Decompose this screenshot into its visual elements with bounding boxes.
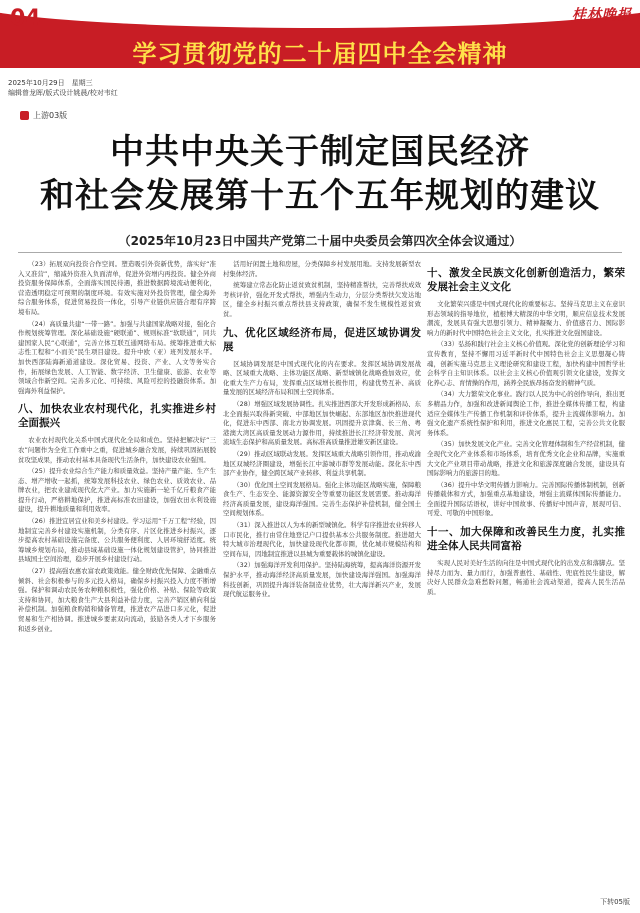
paragraph: 统筹建立常态化防止返贫致贫机制，坚持精准帮扶，完善帮扶成效考核评价，强化开发式帮扶，增强内生动力，分层分类帮扶欠发达地区，健全乡村振兴重点帮扶县支持政策，确保不发生规模性返贫致贫。 bbox=[223, 281, 421, 318]
banner-title: 学习贯彻党的二十届四中全会精神 bbox=[132, 40, 508, 68]
page-number: 04 bbox=[10, 6, 41, 31]
page-header bbox=[0, 0, 640, 70]
editors-line: 编辑曾龙晖/版式设计姚晨/校对韦红 bbox=[8, 89, 118, 97]
audio-source-button[interactable] bbox=[20, 110, 67, 121]
paragraph: （28）增强区域发展协调性。扎实推进西部大开发形成新格局、东北全面振兴取得新突破、中部地区加快崛起、东部地区加快推进现代化，促进东中西部、南北方协调发展。巩固提升京津冀、长三角、粤港澳大湾区高质量发展动力源作用，持续推进长江经济带发展、黄河流域生态保护和高质量发展。高标准高质量推进雄安新区建设。 bbox=[223, 399, 421, 447]
paragraph: （32）加强海洋开发利用保护。坚持陆海统筹，提高海洋资源开发保护水平，推动海洋经济高质量发展，加快建设海洋强国。加强海洋科技创新，巩固提升海洋装备制造业优势，壮大海洋新兴产业，发展现代航运服务业。 bbox=[223, 561, 421, 599]
section-heading-10: 十、激发全民族文化创新创造活力，繁荣发展社会主义文化 bbox=[427, 267, 625, 293]
paragraph: （26）推进宜居宜业和美乡村建设。学习运用“千万工程”经验，因地制宜完善乡村建设实施机制，分类有序、片区化推进乡村振兴，逐步提高农村基础设施完备度、公共服务便利度、人居环境舒适度。统筹城乡规划布局，推动县域基础设施一体化规划建设管护，协同推进县域国土空间治理，稳步开展乡村建设行动。 bbox=[18, 517, 216, 564]
text-column-1 bbox=[18, 260, 216, 888]
newspaper-logo: 桂林晚报 bbox=[572, 7, 632, 23]
text-column-2 bbox=[223, 260, 421, 888]
paragraph: （34）大力繁荣文化事业。践行以人民为中心的创作导向，推出更多精品力作，加强和改进新闻舆论工作，推进全媒体传播工程，构建适应全媒体生产传播工作机制和评价体系，提升主流媒体影响力。加强文化遗产系统性保护和利用，推进文化惠民工程，完善公共文化服务体系。 bbox=[427, 390, 625, 437]
issue-meta bbox=[8, 78, 118, 98]
speaker-icon bbox=[20, 111, 29, 120]
divider bbox=[18, 252, 622, 253]
paragraph: 文化繁荣兴盛是中国式现代化的重要标志。坚持马克思主义在意识形态领域的指导地位，植根博大精深的中华文明，顺应信息技术发展潮流，发展具有强大思想引领力、精神凝聚力、价值感召力、国际影响力的新时代中国特色社会主义文化，扎实推进文化强国建设。 bbox=[427, 300, 625, 337]
text-column-3 bbox=[427, 260, 625, 888]
paragraph: （30）优化国土空间发展格局。强化主体功能区战略实施，保障粮食生产、生态安全、能源资源安全等重要功能区发展需要。推动海洋经济高质量发展，建设海洋强国。完善生态保护补偿机制，健全国土空间规划体系。 bbox=[223, 480, 421, 518]
paragraph: 区域协调发展是中国式现代化的内在要求。发挥区域协调发展战略、区域重大战略、主体功能区战略、新型城镇化战略叠加效应，优化重大生产力布局，发挥重点区域增长极作用，构建优势互补、高质量发展的区域经济布局和国土空间体系。 bbox=[223, 359, 421, 397]
paragraph: （25）提升农业综合生产能力和质量效益。坚持产量产能、生产生态、增产增收一起抓，统筹发展科技农业、绿色农业、质效农业、品牌农业，把农业建成现代化大产业。加力实施新一轮千亿斤粮食产能提升行动，严格耕地保护，推进高标准农田建设，加强农田水利设施建设，提升耕地质量和利用效率。 bbox=[18, 467, 216, 514]
paragraph: （33）弘扬和践行社会主义核心价值观。深化党的创新理论学习和宣传教育，坚持不懈用习近平新时代中国特色社会主义思想凝心铸魂，创新实施马克思主义理论研究和建设工程，加快构建中国哲学社会科学自主知识体系。以社会主义核心价值观引领文化建设，发挥文化养心志、育情操的作用，涵养全民族昂扬奋发的精神气质。 bbox=[427, 340, 625, 387]
date-line: 2025年10月29日 星期三 bbox=[8, 79, 93, 87]
article-subtitle: （2025年10月23日中国共产党第二十届中央委员会第四次全体会议通过） bbox=[118, 234, 522, 248]
source-label: 上游03版 bbox=[33, 111, 68, 120]
paragraph: （36）提升中华文明传播力影响力。完善国际传播体制机制，创新传播载体和方式，加强重点基地建设，增强主流媒体国际传播能力。全面提升国际话语权，讲好中国故事、传播好中国声音，展现可信、可爱、可敬的中国形象。 bbox=[427, 480, 625, 518]
title-line-1: 中共中央关于制定国民经济 bbox=[110, 132, 530, 172]
section-heading-9: 九、优化区域经济布局，促进区域协调发展 bbox=[223, 326, 421, 353]
paragraph: （35）加快发展文化产业。完善文化管理体制和生产经营机制，健全现代文化产业体系和市场体系，培育优秀文化企业和品牌，实施重大文化产业项目带动战略，推进文化和旅游深度融合发展，建设具有国际影响力的旅游目的地。 bbox=[427, 440, 625, 478]
paragraph: （31）深入推进以人为本的新型城镇化。科学有序推进农业转移人口市民化，推行由常住地登记户口提供基本公共服务制度。推进超大特大城市治理现代化，加快建设现代化都市圈，优化城市规模结构和空间布局，因地制宜推进以县城为重要载体的城镇化建设。 bbox=[223, 521, 421, 558]
paragraph: （29）推动区域联动发展。发挥区域重大战略引领作用，推动成渝地区双城经济圈建设，增强长江中游城市群等发展动能。深化东中西部产业协作，健全跨区域产业转移、利益共享机制。 bbox=[223, 449, 421, 478]
paragraph: 活用好闲置土地和房屋，分类保障乡村发展用地。支持发展新型农村集体经济。 bbox=[223, 260, 421, 278]
article-title bbox=[0, 130, 640, 218]
paragraph: （24）高质量共建“一带一路”。加强与共建国家战略对接，强化合作规划统筹管理。深化基础设施“硬联通”、规则标准“软联通”，同共建国家人民“心联通”，完善立体互联互通网络布局。统筹推进重大标志性工程和“小而美”民生项目建设。提升中欧（亚）班列发展水平。加快西部陆海新通道建设。深化贸易、投资、产业、人文等务实合作，拓展绿色发展、人工智能、数字经济、卫生健康、旅游、农业等领域合作新空间。完善多元化、可持续、风险可控的投融资体系。加强海外利益保护。 bbox=[18, 319, 216, 395]
paragraph: （27）提高强农惠农富农政策效能。健全财政优先保障、金融重点倾斜、社会积极参与的多元投入格局，确保乡村振兴投入力度不断增强。保护和调动农民务农种粮积极性，强化价格、补贴、保险等政策支持和协同，加大粮食生产大县利益补偿力度，完善产销区横向利益补偿机制。加强粮食购销和储备管理，推进农产品进口多元化，促进贸易和生产相协调。推进城乡要素双向流动，鼓励各类人才下乡服务和返乡创业。 bbox=[18, 567, 216, 633]
title-line-2: 和社会发展第十五个五年规划的建议 bbox=[40, 176, 600, 216]
paragraph: 农业农村现代化关系中国式现代化全局和成色。坚持把解决好“三农”问题作为全党工作重中之重，促进城乡融合发展，持续巩固拓展脱贫攻坚成果，推动农村基本具备现代生活条件，加快建设农业强国。 bbox=[18, 436, 216, 464]
section-heading-8: 八、加快农业农村现代化，扎实推进乡村全面振兴 bbox=[18, 403, 216, 430]
paragraph: 实现人民对美好生活的向往是中国式现代化的出发点和落脚点。坚持尽力而为、量力而行，加强普惠性、基础性、兜底性民生建设，解决好人民群众急难愁盼问题，畅通社会流动渠道，提高人民生活品质。 bbox=[427, 559, 625, 596]
continued-on-next-page: 下转05版 bbox=[600, 898, 630, 906]
section-heading-11: 十一、加大保障和改善民生力度，扎实推进全体人民共同富裕 bbox=[427, 526, 625, 553]
paragraph: （23）拓展双向投资合作空间。塑造吸引外资新优势，落实好“准入又准营”，缩减外资准入负面清单，促进外资增内再投资。健全外商投资服务保障体系，全面落实国民待遇，推进数据跨境流动便利化，营造透明稳定可预期的制度环境。有效实施对外投资管理，健全海外综合服务体系，促进贸易投资一体化，引导产业链供应链合理有序跨境布局。 bbox=[18, 260, 216, 316]
